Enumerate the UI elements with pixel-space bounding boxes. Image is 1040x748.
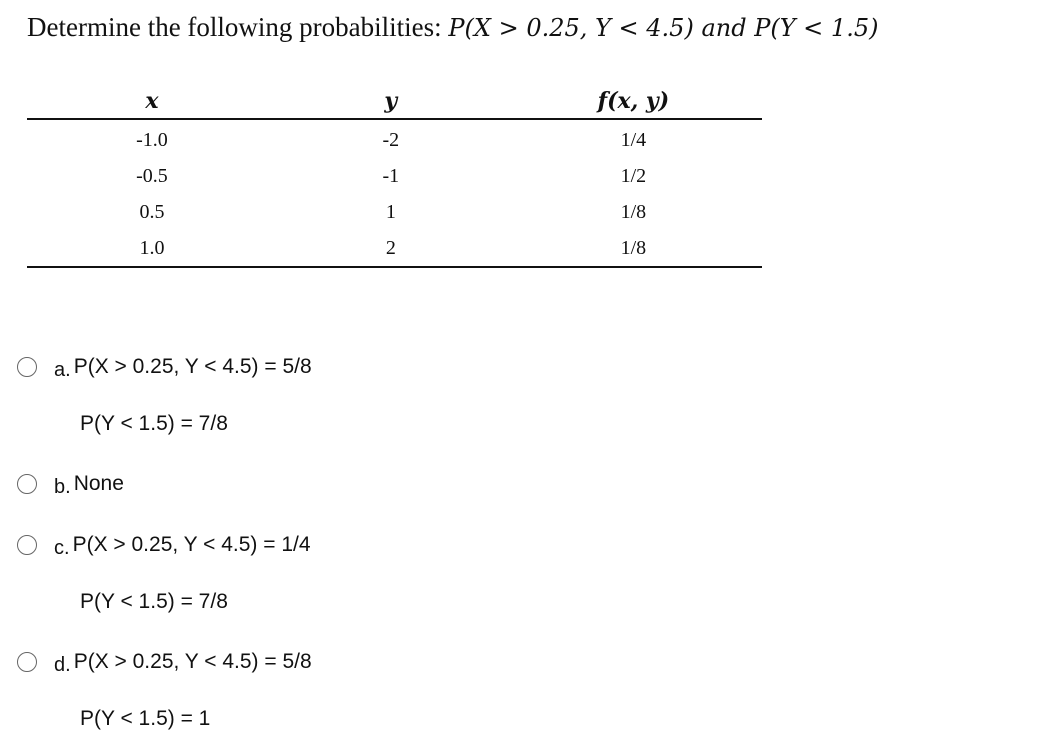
question-math: P(X > 0.25, Y < 4.5) and P(Y < 1.5) — [448, 14, 879, 42]
option-b[interactable] — [17, 469, 124, 499]
option-d[interactable] — [17, 647, 312, 734]
option-b-letter: b. — [54, 475, 71, 498]
cell-y: 1 — [385, 200, 396, 223]
option-a-line2: P(Y < 1.5) = 7/8 — [80, 412, 228, 435]
option-d-line2: P(Y < 1.5) = 1 — [80, 707, 211, 730]
table-row — [27, 230, 762, 267]
cell-x: -1.0 — [136, 128, 168, 151]
cell-fxy: 1/4 — [620, 128, 647, 151]
option-a[interactable] — [17, 352, 312, 439]
question-prompt — [27, 12, 878, 43]
option-d-line1: P(X > 0.25, Y < 4.5) = 5/8 — [73, 650, 312, 673]
cell-y: 2 — [277, 230, 505, 267]
option-a-line1: P(X > 0.25, Y < 4.5) = 5/8 — [73, 355, 312, 378]
cell-x: 0.5 — [139, 200, 165, 223]
option-b-radio[interactable] — [17, 474, 37, 494]
cell-fxy: 1/2 — [620, 164, 647, 187]
question-text: Determine the following probabilities: — [27, 12, 449, 42]
table-row — [27, 119, 762, 158]
cell-fxy: 1/8 — [505, 230, 762, 267]
cell-y: -2 — [382, 128, 400, 151]
option-a-letter: a. — [54, 358, 71, 381]
option-c-line2: P(Y < 1.5) = 7/8 — [80, 590, 228, 613]
option-c-line1: P(X > 0.25, Y < 4.5) = 1/4 — [72, 533, 311, 556]
column-header-y: y — [277, 84, 505, 119]
option-c[interactable] — [17, 530, 311, 617]
joint-pmf-table — [27, 84, 762, 268]
option-d-letter: d. — [54, 653, 71, 676]
cell-y: -1 — [382, 164, 400, 187]
cell-x: -0.5 — [136, 164, 168, 187]
column-header-fxy: f(x, y) — [505, 84, 762, 119]
option-a-radio[interactable] — [17, 357, 37, 377]
cell-x: 1.0 — [27, 230, 277, 267]
table-row — [27, 158, 762, 194]
cell-fxy: 1/8 — [620, 200, 647, 223]
table-row — [27, 194, 762, 230]
option-c-letter: c. — [54, 536, 70, 559]
column-header-x: x — [27, 84, 277, 119]
option-c-radio[interactable] — [17, 535, 37, 555]
table-header-row — [27, 84, 762, 119]
option-d-radio[interactable] — [17, 652, 37, 672]
option-b-line1: None — [73, 472, 124, 495]
